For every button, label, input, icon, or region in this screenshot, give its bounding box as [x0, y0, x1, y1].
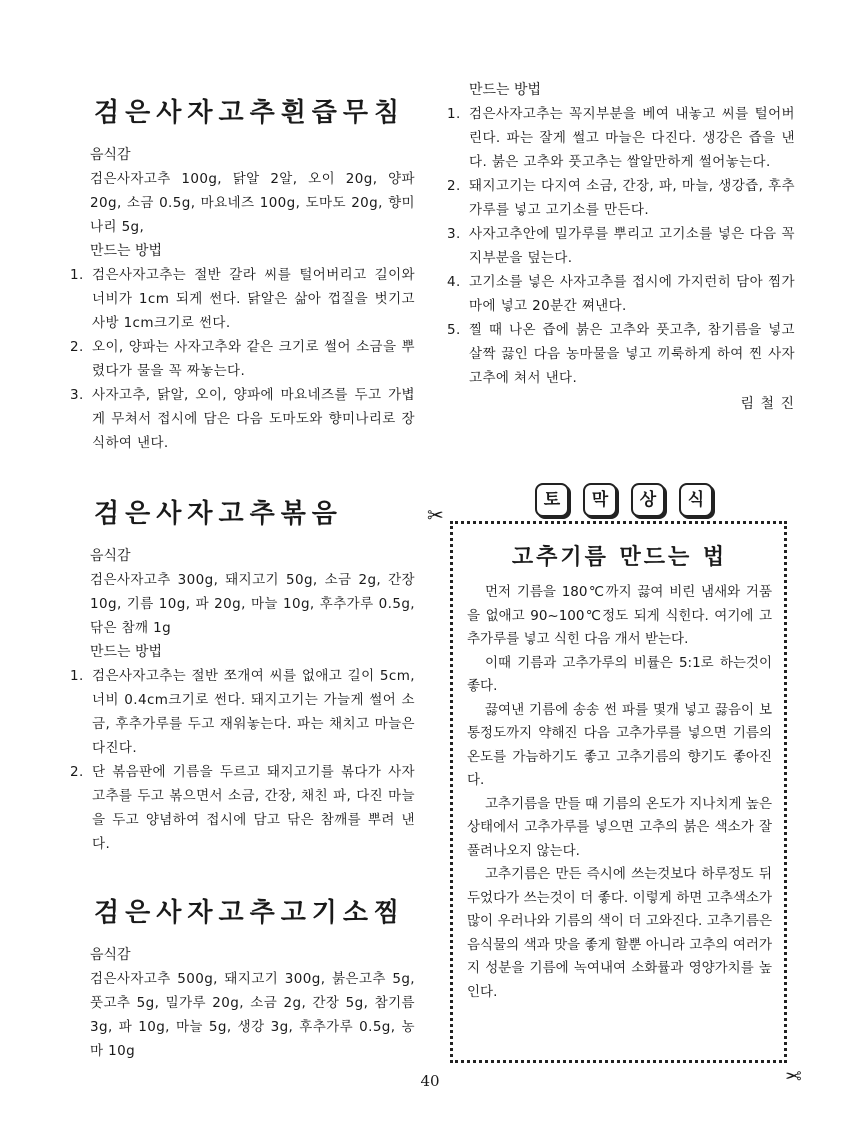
step-number: 1.: [447, 106, 461, 122]
step-number: 5.: [447, 322, 461, 338]
step-number: 4.: [447, 274, 461, 290]
step-text: 찔 때 나온 즙에 붉은 고추와 풋고추, 참기름을 넣고 살짝 끓인 다음 농마물을 넣고 끼룩하게 하여 찐 사자고추에 쳐서 낸다.: [469, 322, 795, 386]
step-number: 2.: [447, 178, 461, 194]
ingredients-text: 검은사자고추 500g, 돼지고기 300g, 붉은고추 5g, 풋고추 5g, 밀가루 20g, 소금 2g, 간장 5g, 참기름 3g, 파 10g, 마늘 5g, 생강 3g, 후추가루 0.5g, 농마 10g: [90, 971, 415, 1059]
step-item: [70, 263, 415, 335]
tip-banner: [535, 483, 713, 517]
step-number: 3.: [70, 387, 84, 403]
steps-list: [70, 664, 415, 856]
ingredients-label: 음식감: [90, 947, 131, 963]
tip-title: 고추기름 만드는 법: [511, 545, 728, 570]
ingredients-text: 검은사자고추 300g, 돼지고기 50g, 소금 2g, 간장 10g, 기름 10g, 파 20g, 마늘 10g, 후추가루 0.5g, 닦은 참깨 1g: [90, 572, 415, 636]
banner-char: 상: [631, 483, 665, 517]
scissors-icon: ✂: [427, 503, 444, 527]
recipe-1: [70, 92, 415, 455]
method-label: 만드는 방법: [90, 644, 163, 660]
recipe-title: 검은사자고추흰즙무침: [94, 98, 406, 128]
step-item: [70, 664, 415, 760]
banner-char: 토: [535, 483, 569, 517]
tip-paragraph: 고추기름을 만들 때 기름의 온도가 지나치게 높은 상태에서 고추가루를 넣으면 고추의 붉은 색소가 잘 풀려나오지 않는다.: [467, 795, 772, 859]
step-text: 검은사자고추는 절반 갈라 씨를 털어버리고 길이와 너비가 1cm 되게 썬다. 닭알은 삶아 껍질을 벗기고 사방 1cm크기로 썬다.: [92, 267, 415, 331]
tip-paragraph: 먼저 기름을 180℃까지 끓여 비린 냄새와 거품을 없애고 90~100℃정도 되게 식힌다. 여기에 고추가루를 넣고 식힌 다음 개서 받는다.: [467, 584, 772, 647]
step-number: 2.: [70, 339, 84, 355]
author-name: 림 철 진: [740, 396, 795, 412]
right-column: [447, 78, 795, 416]
step-number: 3.: [447, 226, 461, 242]
steps-list: [447, 102, 795, 390]
step-item: [447, 102, 795, 174]
step-item: [447, 174, 795, 222]
method-label: 만드는 방법: [90, 243, 163, 259]
banner-char: 식: [679, 483, 713, 517]
step-item: [447, 222, 795, 270]
tip-paragraph: 이때 기름과 고추가루의 비률은 5:1로 하는것이 좋다.: [467, 654, 772, 694]
recipe-title: 검은사자고추볶음: [94, 499, 343, 529]
step-text: 고기소를 넣은 사자고추를 접시에 가지런히 담아 찜가마에 넣고 20분간 쪄낸다.: [469, 274, 795, 314]
step-item: [447, 270, 795, 318]
step-text: 돼지고기는 다지여 소금, 간장, 파, 마늘, 생강즙, 후추가루를 넣고 고기소를 만든다.: [469, 178, 795, 218]
step-item: [70, 760, 415, 856]
tip-box: [450, 521, 787, 1063]
tip-paragraph: 고추기름은 만든 즉시에 쓰는것보다 하루정도 뒤두었다가 쓰는것이 더 좋다. 이렇게 하면 고추색소가 많이 우러나와 기름의 색이 더 고와진다. 고추기름은 음식물의 색과 맛을 좋게 할뿐 아니라 고추의 여러가지 성분을 기름에 녹여내여 소화률과 영양가치를 높인다.: [467, 866, 772, 1000]
ingredients-label: 음식감: [90, 548, 131, 564]
method-label: 만드는 방법: [469, 82, 542, 98]
step-text: 오이, 양파는 사자고추와 같은 크기로 썰어 소금을 뿌렸다가 물을 꼭 짜놓는다.: [92, 339, 415, 379]
step-item: [447, 318, 795, 390]
banner-char: 막: [583, 483, 617, 517]
step-item: [70, 383, 415, 455]
recipe-3: [70, 892, 415, 1063]
scissors-icon: ✂: [785, 1064, 802, 1088]
page-number: 40: [420, 1072, 440, 1090]
tip-paragraph: 끓여낸 기름에 송송 썬 파를 몇개 넣고 끓음이 보통정도까지 약해진 다음 고추가루를 넣으면 기름의 온도를 가늠하기도 좋고 고추기름의 향기도 좋아진다.: [467, 701, 772, 788]
steps-list: [70, 263, 415, 455]
step-number: 1.: [70, 668, 84, 684]
ingredients-text: 검은사자고추 100g, 닭알 2알, 오이 20g, 양파 20g, 소금 0.5g, 마요네즈 100g, 도마도 20g, 향미나리 5g,: [90, 171, 415, 235]
recipe-title: 검은사자고추고기소찜: [94, 898, 406, 928]
step-text: 검은사자고추는 절반 쪼개여 씨를 없애고 길이 5cm, 너비 0.4cm크기로 썬다. 돼지고기는 가늘게 썰어 소금, 후추가루를 두고 재워놓는다. 파는 채치고 마늘은 다진다.: [92, 668, 415, 756]
step-number: 2.: [70, 764, 84, 780]
step-text: 사자고추안에 밀가루를 뿌리고 고기소를 넣은 다음 꼭지부분을 덮는다.: [469, 226, 795, 266]
step-text: 단 볶음판에 기름을 두르고 돼지고기를 볶다가 사자고추를 두고 볶으면서 소금, 간장, 채친 파, 다진 마늘을 두고 양념하여 접시에 담고 닦은 참깨를 뿌려 낸다.: [92, 764, 415, 852]
step-text: 사자고추, 닭알, 오이, 양파에 마요네즈를 두고 가볍게 무쳐서 접시에 담은 다음 도마도와 향미나리로 장식하여 낸다.: [92, 387, 415, 451]
step-text: 검은사자고추는 꼭지부분을 베여 내놓고 씨를 털어버린다. 파는 잘게 썰고 마늘은 다진다. 생강은 즙을 낸다. 붉은 고추와 풋고추는 쌀알만하게 썰어놓는다.: [469, 106, 795, 170]
left-column: [70, 92, 415, 1063]
step-item: [70, 335, 415, 383]
recipe-2: [70, 493, 415, 856]
step-number: 1.: [70, 267, 84, 283]
ingredients-label: 음식감: [90, 147, 131, 163]
